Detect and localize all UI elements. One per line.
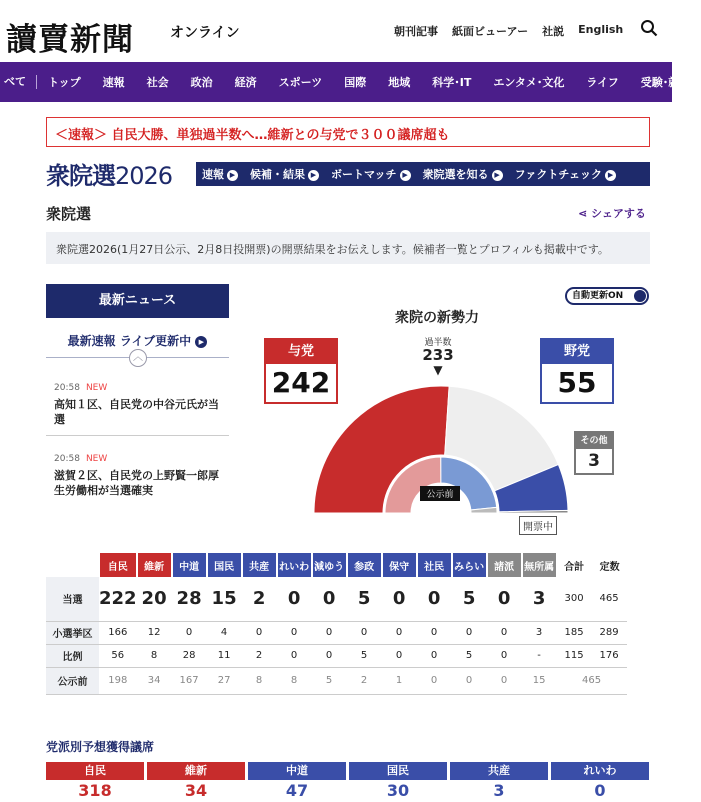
results-cell: 0 bbox=[312, 644, 347, 667]
projection-value: 318 bbox=[78, 781, 112, 800]
projection-value: 34 bbox=[184, 781, 208, 800]
projection-value: 3 bbox=[493, 781, 505, 800]
results-row bbox=[46, 621, 627, 644]
news-headline: 高知１区、自民党の中谷元氏が当選 bbox=[54, 398, 219, 426]
results-table bbox=[46, 553, 627, 695]
party-header: 共産 bbox=[242, 553, 277, 577]
results-cell: 12 bbox=[137, 621, 172, 644]
projection-value: 47 bbox=[285, 781, 309, 800]
results-cell: 0 bbox=[487, 644, 522, 667]
party-header: 国民 bbox=[207, 553, 242, 577]
results-cell: 28 bbox=[172, 644, 207, 667]
site-logo[interactable]: 讀賣新聞 bbox=[6, 22, 134, 58]
results-cell: 222 bbox=[99, 577, 137, 621]
party-header: 参政 bbox=[347, 553, 382, 577]
nav-item-all[interactable]: べて bbox=[0, 75, 37, 89]
results-row bbox=[46, 667, 627, 694]
results-cell: 56 bbox=[99, 644, 137, 667]
party-header: 社民 bbox=[417, 553, 452, 577]
site-logo-subtitle: オンライン bbox=[170, 25, 240, 41]
results-cell: 15 bbox=[522, 667, 557, 694]
majority-value: 233 bbox=[422, 346, 454, 364]
election-logo-year: 2026 bbox=[115, 162, 173, 190]
news-headline: 滋賀２区、自民党の上野賢一郎厚生労働相が当選確実 bbox=[54, 469, 219, 497]
nav-item-sports[interactable]: スポーツ bbox=[278, 76, 323, 89]
projection-title: 党派別予想獲得議席 bbox=[46, 740, 155, 754]
results-cell: 167 bbox=[172, 667, 207, 694]
play-icon: ▶ bbox=[195, 336, 207, 348]
results-cell: 5 bbox=[452, 577, 487, 621]
election-menu-breaking[interactable]: 速報 ▶ bbox=[202, 166, 238, 182]
others-label: その他 bbox=[576, 433, 612, 449]
projection-party: 中道 bbox=[248, 762, 346, 780]
results-cell: 0 bbox=[487, 667, 522, 694]
results-total-cell: 465 bbox=[557, 667, 627, 694]
results-cell: 0 bbox=[312, 621, 347, 644]
election-logo-main: 衆院選 bbox=[46, 162, 115, 190]
majority-arrow-icon: ▼ bbox=[433, 363, 443, 377]
results-row bbox=[46, 577, 627, 621]
results-cell: 8 bbox=[242, 667, 277, 694]
party-header: 維新 bbox=[137, 553, 172, 577]
nav-item-local[interactable]: 地域 bbox=[388, 76, 411, 89]
share-icon: ⋖ bbox=[578, 207, 592, 220]
counting-status: 開票中 bbox=[519, 516, 557, 535]
party-header: 自民 bbox=[99, 553, 137, 577]
election-menu bbox=[196, 162, 650, 186]
news-item[interactable] bbox=[46, 365, 229, 436]
election-menu-candidates[interactable]: 候補・結果 ▶ bbox=[250, 166, 319, 182]
header-link-morning-paper[interactable]: 朝刊記事 bbox=[394, 25, 438, 38]
results-header-row bbox=[46, 553, 627, 577]
nav-item-top[interactable]: トップ bbox=[48, 76, 81, 89]
results-fixed-cell: 176 bbox=[592, 644, 627, 667]
results-cell: 20 bbox=[137, 577, 172, 621]
election-menu-learn[interactable]: 衆院選を知る ▶ bbox=[423, 166, 503, 182]
results-cell: 5 bbox=[347, 644, 382, 667]
party-header: 保守 bbox=[382, 553, 417, 577]
party-header: 減ゆう bbox=[312, 553, 347, 577]
fixed-header: 定数 bbox=[592, 553, 627, 577]
election-logo[interactable] bbox=[46, 156, 172, 191]
share-button[interactable] bbox=[578, 205, 646, 221]
results-cell: 5 bbox=[347, 577, 382, 621]
site-header bbox=[0, 0, 672, 62]
news-new-badge: NEW bbox=[85, 454, 108, 464]
majority-label: 過半数 bbox=[424, 338, 452, 348]
nav-item-breaking[interactable]: 速報 bbox=[102, 76, 125, 89]
header-link-viewer[interactable]: 紙面ビューアー bbox=[452, 25, 529, 38]
main-nav bbox=[0, 62, 691, 102]
nav-item-society[interactable]: 社会 bbox=[146, 76, 169, 89]
live-update-link[interactable] bbox=[46, 332, 229, 349]
results-cell: 0 bbox=[452, 667, 487, 694]
projection-item bbox=[450, 762, 548, 802]
scroll-up-icon[interactable]: ︿ bbox=[129, 349, 147, 367]
results-cell: 2 bbox=[347, 667, 382, 694]
search-icon[interactable] bbox=[640, 19, 658, 37]
nav-item-world[interactable]: 国際 bbox=[344, 76, 367, 89]
nav-item-culture[interactable]: エンタメ･文化 bbox=[493, 76, 565, 89]
latest-news-title: 最新ニュース bbox=[46, 284, 229, 318]
auto-update-toggle[interactable] bbox=[565, 287, 649, 305]
intro-text: 衆院選2026(1月27日公示、2月8日投開票)の開票結果をお伝えします。候補者一覧とプロフィルも掲載中です。 bbox=[46, 232, 650, 264]
results-cell: 0 bbox=[382, 621, 417, 644]
results-cell: 4 bbox=[207, 621, 242, 644]
strength-title: 衆院の新勢力 bbox=[395, 310, 479, 326]
results-cell: 0 bbox=[172, 621, 207, 644]
majority-marker bbox=[408, 335, 468, 377]
results-cell: 0 bbox=[382, 577, 417, 621]
party-header: 諸派 bbox=[487, 553, 522, 577]
results-cell: 0 bbox=[487, 621, 522, 644]
news-divider bbox=[46, 352, 229, 365]
results-cell: 28 bbox=[172, 577, 207, 621]
results-row-label: 比例 bbox=[46, 644, 99, 667]
live-update-label: 最新速報 ライブ更新中 bbox=[67, 334, 192, 348]
results-cell: 166 bbox=[99, 621, 137, 644]
results-cell: 1 bbox=[382, 667, 417, 694]
election-menu-vote-match[interactable]: ボートマッチ ▶ bbox=[331, 166, 411, 182]
news-new-badge: NEW bbox=[85, 383, 108, 393]
results-row-label: 当選 bbox=[46, 577, 99, 621]
results-cell: 0 bbox=[417, 577, 452, 621]
nav-item-politics[interactable]: 政治 bbox=[190, 76, 213, 89]
projection-party: 国民 bbox=[349, 762, 447, 780]
pre-election-label: 公示前 bbox=[426, 490, 454, 500]
results-total-cell: 115 bbox=[557, 644, 592, 667]
latest-news-box bbox=[46, 284, 229, 506]
header-links bbox=[394, 23, 623, 39]
results-cell: 0 bbox=[347, 621, 382, 644]
results-cell: 5 bbox=[312, 667, 347, 694]
results-cell: 2 bbox=[242, 644, 277, 667]
election-menu-fact-check[interactable]: ファクトチェック ▶ bbox=[515, 166, 616, 182]
results-cell: 11 bbox=[207, 644, 242, 667]
page-title: 衆院選 bbox=[46, 205, 92, 223]
party-header: れいわ bbox=[277, 553, 312, 577]
nav-item-science[interactable]: 科学･IT bbox=[432, 76, 472, 89]
news-item[interactable] bbox=[46, 436, 229, 506]
news-time: 20:58 bbox=[54, 383, 80, 393]
others-seats: 3 bbox=[588, 451, 600, 471]
results-cell: 34 bbox=[137, 667, 172, 694]
results-fixed-cell: 465 bbox=[592, 577, 627, 621]
results-cell: 27 bbox=[207, 667, 242, 694]
results-row bbox=[46, 644, 627, 667]
results-cell: 198 bbox=[99, 667, 137, 694]
projection-value: 30 bbox=[386, 781, 410, 800]
results-cell: 0 bbox=[277, 577, 312, 621]
projection-item bbox=[349, 762, 447, 802]
results-cell: 8 bbox=[137, 644, 172, 667]
projection-party: 維新 bbox=[147, 762, 245, 780]
projection-party: れいわ bbox=[551, 762, 649, 780]
projection-item bbox=[147, 762, 245, 802]
results-cell: - bbox=[522, 644, 557, 667]
header-link-english[interactable]: English bbox=[578, 23, 624, 36]
projection-value: 0 bbox=[594, 781, 606, 800]
ruling-seats: 242 bbox=[271, 366, 331, 399]
results-cell: 0 bbox=[417, 621, 452, 644]
results-cell: 0 bbox=[452, 621, 487, 644]
nav-item-career[interactable]: 受験･就活 bbox=[640, 76, 691, 89]
results-total-cell: 185 bbox=[557, 621, 592, 644]
seat-semicircle-chart bbox=[313, 385, 569, 517]
news-time: 20:58 bbox=[54, 454, 80, 464]
projection-row bbox=[46, 762, 649, 802]
results-cell: 15 bbox=[207, 577, 242, 621]
projection-party: 自民 bbox=[46, 762, 144, 780]
results-cell: 0 bbox=[382, 644, 417, 667]
results-cell: 0 bbox=[312, 577, 347, 621]
nav-item-economy[interactable]: 経済 bbox=[234, 76, 257, 89]
results-cell: 0 bbox=[277, 621, 312, 644]
results-header-blank bbox=[46, 553, 99, 577]
results-row-label: 小選挙区 bbox=[46, 621, 99, 644]
results-cell: 8 bbox=[277, 667, 312, 694]
results-cell: 5 bbox=[452, 644, 487, 667]
breaking-news-banner[interactable]: ＜速報＞ 自民大勝、単独過半数へ…維新との与党で３００議席超も bbox=[46, 117, 650, 147]
results-cell: 0 bbox=[417, 644, 452, 667]
results-cell: 3 bbox=[522, 577, 557, 621]
toggle-knob bbox=[634, 290, 646, 302]
results-total-cell: 300 bbox=[557, 577, 592, 621]
auto-update-label: 自動更新ON bbox=[572, 291, 624, 301]
party-header: みらい bbox=[452, 553, 487, 577]
results-row-label: 公示前 bbox=[46, 667, 99, 694]
projection-item bbox=[46, 762, 144, 802]
results-cell: 0 bbox=[417, 667, 452, 694]
results-cell: 0 bbox=[487, 577, 522, 621]
others-box bbox=[574, 431, 614, 475]
projection-party: 共産 bbox=[450, 762, 548, 780]
nav-item-life[interactable]: ライフ bbox=[586, 76, 619, 89]
results-cell: 0 bbox=[277, 644, 312, 667]
results-cell: 3 bbox=[522, 621, 557, 644]
total-header: 合計 bbox=[557, 553, 592, 577]
opposition-label: 野党 bbox=[542, 340, 612, 364]
party-header: 無所属 bbox=[522, 553, 557, 577]
share-label: シェアする bbox=[591, 207, 646, 220]
results-cell: 0 bbox=[242, 621, 277, 644]
results-fixed-cell: 289 bbox=[592, 621, 627, 644]
projection-item bbox=[551, 762, 649, 802]
results-cell: 2 bbox=[242, 577, 277, 621]
header-link-editorial[interactable]: 社説 bbox=[542, 25, 565, 38]
projection-item bbox=[248, 762, 346, 802]
ruling-label: 与党 bbox=[266, 340, 336, 364]
party-header: 中道 bbox=[172, 553, 207, 577]
opposition-seats: 55 bbox=[557, 366, 597, 399]
